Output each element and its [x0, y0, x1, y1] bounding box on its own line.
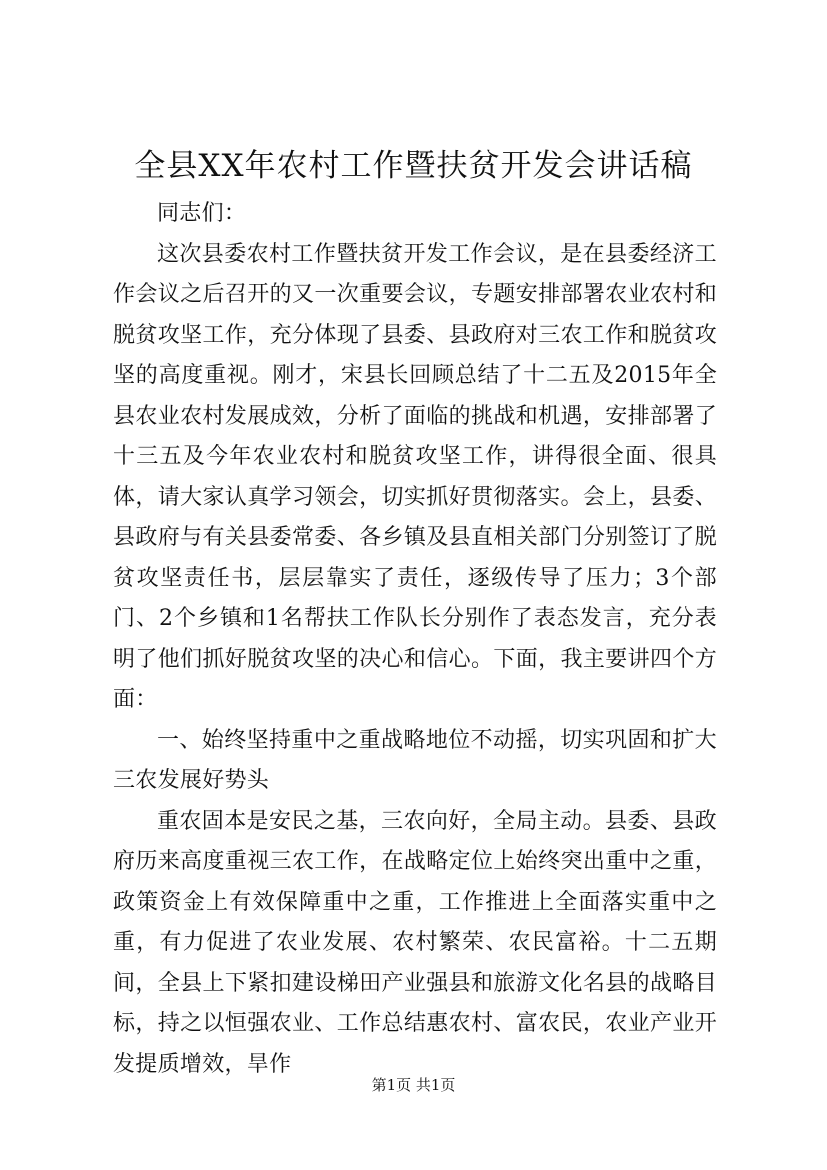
greeting-paragraph: 同志们：	[157, 201, 247, 226]
document-body	[113, 194, 717, 1085]
body-paragraph: 这次县委农村工作暨扶贫开发工作会议，是在县委经济工作会议之后召开的又一次重要会议，专题安排部署农业农村和脱贫攻坚工作，充分体现了县委、县政府对三农工作和脱贫攻坚的高度重视。刚才，宋县长回顾总结了十二五及2015年全县农业农村发展成效，分析了面临的挑战和机遇，安排部署了十三五及今年农业农村和脱贫攻坚工作，讲得很全面、很具体，请大家认真学习领会，切实抓好贯彻落实。会上，县委、县政府与有关县委常委、各乡镇及县直相关部门分别签订了脱贫攻坚责任书，层层靠实了责任，逐级传导了压力；3个部门、2个乡镇和1名帮扶工作队长分别作了表态发言，充分表明了他们抓好脱贫攻坚的决心和信心。下面，我主要讲四个方面：	[113, 241, 717, 712]
body-paragraph: 重农固本是安民之基，三农向好，全局主动。县委、县政府历来高度重视三农工作，在战略定位上始终突出重中之重，政策资金上有效保障重中之重，工作推进上全面落实重中之重，有力促进了农业发展、农村繁荣、农民富裕。十二五期间，全县上下紧扣建设梯田产业强县和旅游文化名县的战略目标，持之以恒强农业、工作总结惠农村、富农民，农业产业开发提质增效，旱作	[113, 808, 717, 1077]
document-title: 全县XX年农村工作暨扶贫开发会讲话稿	[134, 148, 693, 184]
page-footer: 第1页 共1页	[371, 1076, 456, 1094]
section-heading: 一、始终坚持重中之重战略地位不动摇，切实巩固和扩大三农发展好势头	[113, 727, 717, 793]
